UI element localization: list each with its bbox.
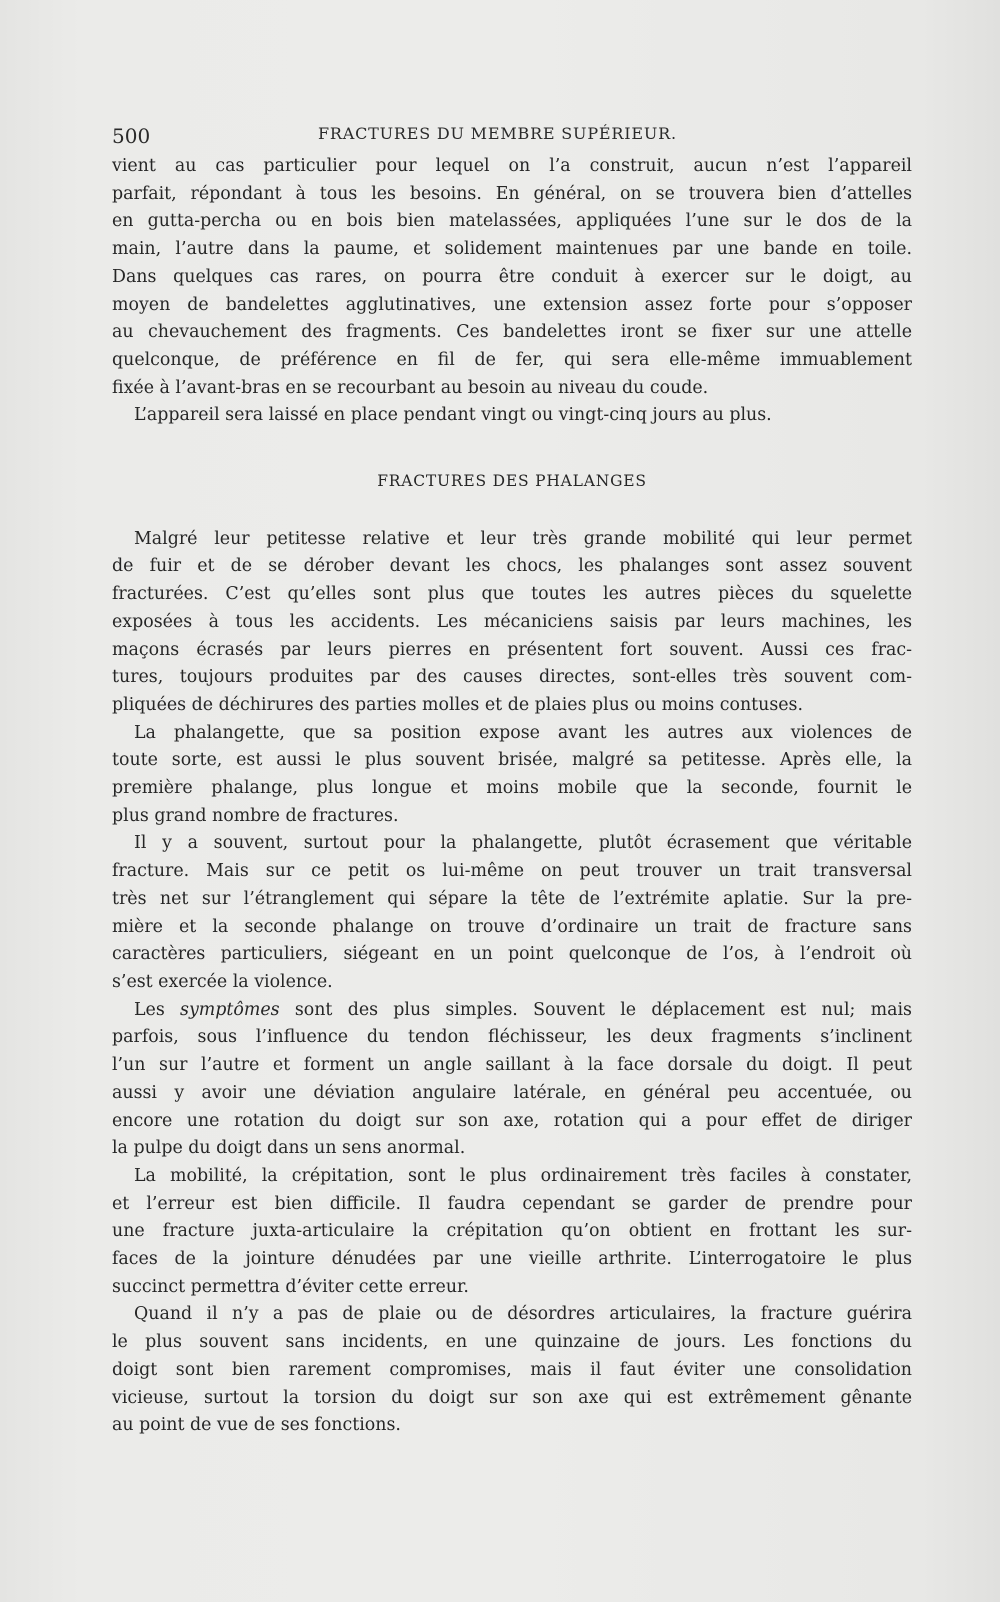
text-line [112, 997, 912, 1025]
text-line: mière et la seconde phalange on trouve d’ordinaire un trait de fracture sans [112, 916, 912, 937]
text-line: doigt sont bien rarement compromises, mais il faut éviter une consolidation [112, 1359, 912, 1380]
paragraph-phalangette [112, 720, 912, 831]
text-line: le plus souvent sans incidents, en une quinzaine de jours. Les fonctions du [112, 1332, 912, 1353]
paragraph-duree [112, 402, 912, 430]
running-title: FRACTURES DU MEMBRE SUPÉRIEUR. [318, 124, 677, 143]
text-line: main, l’autre dans la paume, et solidement maintenues par une bande en toile. [112, 239, 912, 260]
text-line: fixée à l’avant-bras en se recourbant au besoin au niveau du coude. [112, 377, 709, 398]
text-line: encore une rotation du doigt sur son axe, rotation qui a pour effet de diriger [112, 1110, 912, 1131]
section-heading: FRACTURES DES PHALANGES [377, 472, 647, 491]
text-line: en gutta-percha ou en bois bien matelassées, appliquées l’une sur le dos de la [112, 211, 912, 232]
text-line: première phalange, plus longue et moins mobile que la seconde, fournit le [112, 778, 912, 799]
text-line: de fuir et de se dérober devant les chocs, les phalanges sont assez souvent [112, 556, 912, 577]
text-line: tures, toujours produites par des causes directes, sont-elles très souvent com- [112, 667, 912, 688]
text-line: aussi y avoir une déviation angulaire latérale, en général peu accentuée, ou [112, 1082, 912, 1103]
text-line: parfait, répondant à tous les besoins. En général, on se trouvera bien d’attelles [112, 183, 912, 204]
text-line: s’est exercée la violence. [112, 971, 333, 992]
text-line: pliquées de déchirures des parties molles et de plaies plus ou moins contuses. [112, 694, 804, 715]
paragraph-ecrasement [112, 830, 912, 996]
paragraph-attelles [112, 153, 912, 402]
text-line: Dans quelques cas rares, on pourra être conduit à exercer sur le doigt, au [112, 266, 912, 287]
paragraph-diagnostic [112, 1163, 912, 1302]
text-line: vient au cas particulier pour lequel on l’a construit, aucun n’est l’appareil [112, 156, 912, 176]
text-line: quelconque, de préférence en fil de fer, qui sera elle-même immuablement [112, 349, 912, 370]
text-line: très net sur l’étranglement qui sépare la tête de l’extrémite aplatie. Sur la pre- [112, 888, 912, 909]
paragraph-pronostic [112, 1301, 912, 1440]
running-head [112, 124, 912, 150]
text-line: L’appareil sera laissé en place pendant vingt ou vingt-cinq jours au plus. [134, 405, 772, 426]
text-line: moyen de bandelettes agglutinatives, une extension assez forte pour s’opposer [112, 294, 912, 315]
text-line: toute sorte, est aussi le plus souvent brisée, malgré sa petitesse. Après elle, la [112, 750, 912, 771]
text-line: fracturées. C’est qu’elles sont plus que toutes les autres pièces du squelette [112, 584, 912, 605]
text-line: faces de la jointure dénudées par une vieille arthrite. L’interrogatoire le plus [112, 1249, 912, 1270]
text-line: vicieuse, surtout la torsion du doigt sur son axe qui est extrêmement gênante [112, 1387, 912, 1408]
body-text [112, 153, 912, 1440]
text-line: fracture. Mais sur ce petit os lui-même on peut trouver un trait transversal [112, 861, 912, 882]
text-line: La mobilité, la crépitation, sont le plus ordinairement très faciles à constater, [134, 1165, 912, 1186]
paragraph-frequence [112, 526, 912, 720]
text-line: au chevauchement des fragments. Ces bandelettes iront se fixer sur une attelle [112, 322, 912, 343]
text-line: La phalangette, que sa position expose avant les autres aux violences de [134, 722, 912, 743]
text-line: exposées à tous les accidents. Les mécaniciens saisis par leurs machines, les [112, 611, 912, 632]
text-line: Malgré leur petitesse relative et leur très grande mobilité qui leur permet [134, 528, 912, 549]
text-fragment: Les [134, 999, 181, 1020]
text-line: Quand il n’y a pas de plaie ou de désordres articulaires, la fracture guérira [134, 1304, 912, 1325]
text-fragment: sont des plus simples. Souvent le déplacement est nul; mais [279, 999, 912, 1020]
text-line: parfois, sous l’influence du tendon fléchisseur, les deux fragments s’inclinent [112, 1027, 912, 1048]
paragraph-symptomes [112, 997, 912, 1163]
text-line: et l’erreur est bien difficile. Il faudra cependant se garder de prendre pour [112, 1193, 912, 1214]
text-line: plus grand nombre de fractures. [112, 805, 399, 826]
text-line: au point de vue de ses fonctions. [112, 1415, 401, 1436]
text-line: une fracture juxta-articulaire la crépitation qu’on obtient en frottant les sur- [112, 1221, 912, 1242]
text-line: succinct permettra d’éviter cette erreur. [112, 1276, 469, 1297]
text-line: caractères particuliers, siégeant en un point quelconque de l’os, à l’endroit où [112, 944, 912, 965]
page-number: 500 [112, 124, 151, 148]
text-line: la pulpe du doigt dans un sens anormal. [112, 1138, 466, 1159]
text-line: l’un sur l’autre et forment un angle saillant à la face dorsale du doigt. Il peut [112, 1055, 912, 1076]
text-line: maçons écrasés par leurs pierres en présentent fort souvent. Aussi ces frac- [112, 639, 912, 660]
text-line: Il y a souvent, surtout pour la phalangette, plutôt écrasement que véritable [134, 833, 912, 854]
italic-term: symptômes [180, 999, 280, 1020]
